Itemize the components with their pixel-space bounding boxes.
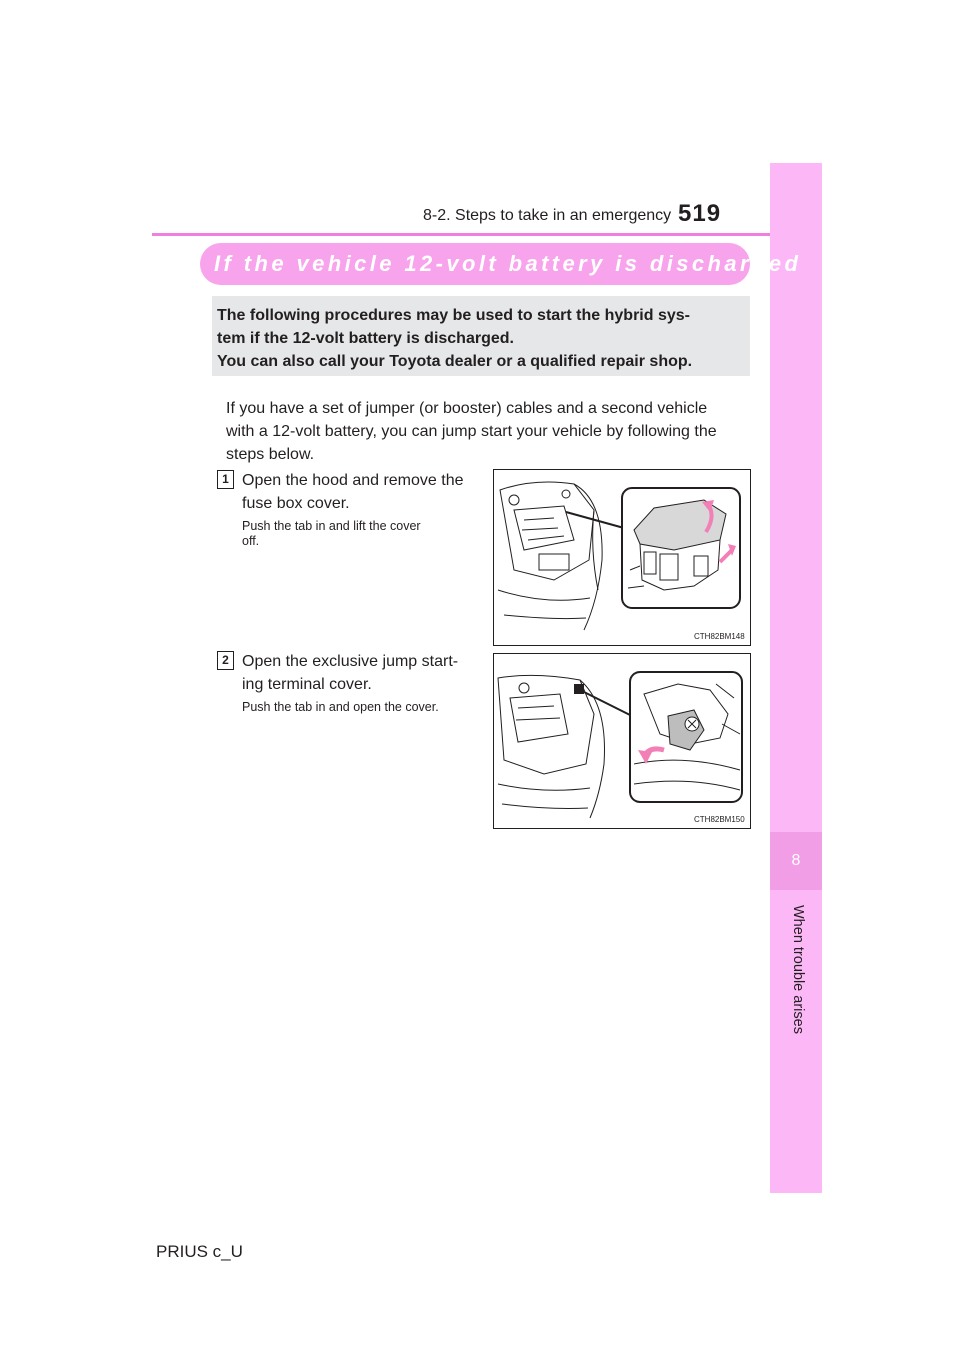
step-number-badge: 1 [217,470,234,489]
chapter-title: When trouble arises [790,905,806,1034]
figure-code: CTH82BM150 [694,815,745,824]
step-number-badge: 2 [217,651,234,670]
jump-terminal-cover-drawing [494,654,750,828]
intro-line: The following procedures may be used to start the hybrid sys- [217,307,690,324]
step-note-line: off. [242,534,260,548]
chapter-number: 8 [791,852,801,869]
intro-line: tem if the 12-volt battery is discharged. [217,330,514,347]
page-number: 519 [678,200,722,227]
step-title-line: ing terminal cover. [242,676,372,693]
chapter-side-tab [770,163,822,1193]
engine-bay-fuse-box-drawing [494,470,750,645]
step-title-line: Open the hood and remove the [242,472,464,489]
step-title-line: fuse box cover. [242,495,350,512]
jump-terminal-illustration [493,653,751,829]
intro-line: You can also call your Toyota dealer or a qualified repair shop. [217,353,693,370]
fuse-box-illustration [493,469,751,646]
body-line: steps below. [226,446,315,463]
section-reference: 8-2. Steps to take in an emergency [423,207,672,224]
body-line: with a 12-volt battery, you can jump start your vehicle by following the [226,423,717,440]
model-name: PRIUS c_U [156,1242,243,1261]
step-note-line: Push the tab in and open the cover. [242,700,439,714]
step-title-line: Open the exclusive jump start- [242,653,459,670]
header-divider [152,233,822,236]
figure-code: CTH82BM148 [694,632,745,641]
body-line: If you have a set of jumper (or booster) cables and a second vehicle [226,400,708,417]
step-note-line: Push the tab in and lift the cover [242,519,421,533]
section-heading: If the vehicle 12-volt battery is discharged [214,251,802,276]
